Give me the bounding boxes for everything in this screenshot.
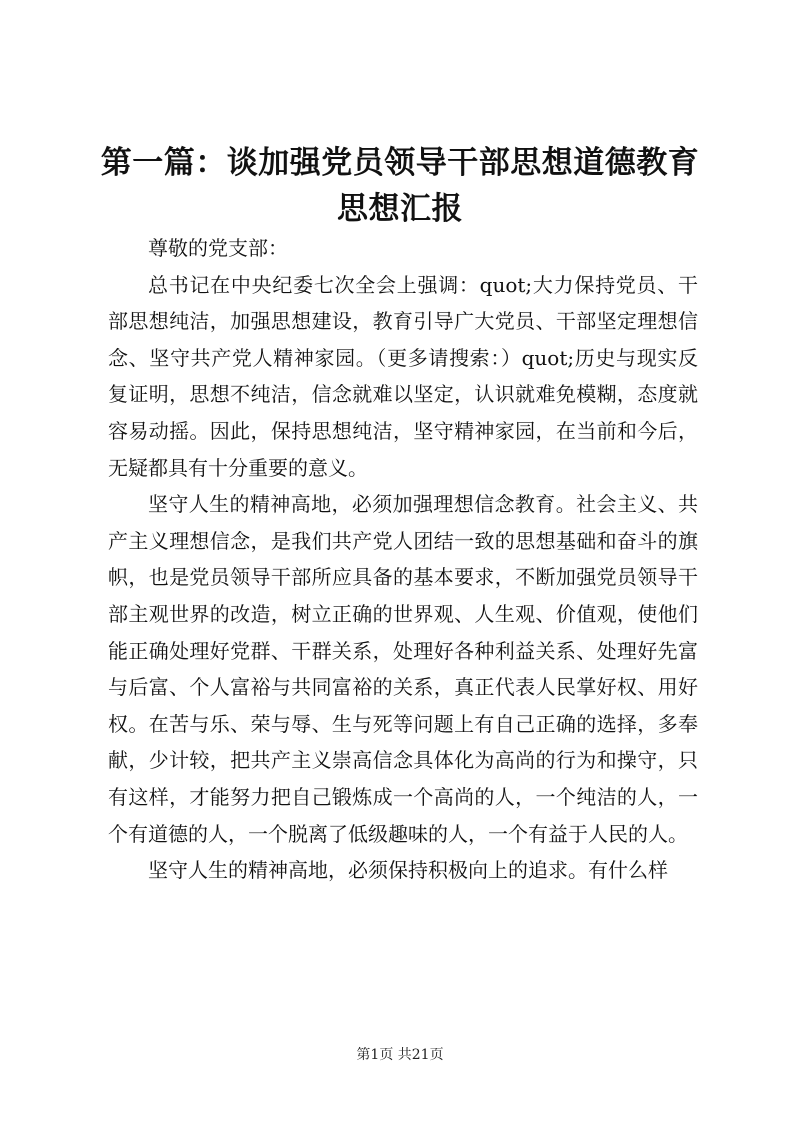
page-number-footer: 第1页 共21页 bbox=[356, 1047, 444, 1063]
document-body bbox=[108, 230, 698, 889]
body-paragraph: 坚守人生的精神高地，必须加强理想信念教育。社会主义、共产主义理想信念，是我们共产党人团结一致的思想基础和奋斗的旗帜，也是党员领导干部所应具备的基本要求，不断加强党员领导干部主观世界的改造，树立正确的世界观、人生观、价值观，使他们能正确处理好党群、干群关系，处理好各种利益关系、处理好先富与后富、个人富裕与共同富裕的关系，真正代表人民掌好权、用好权。在苦与乐、荣与辱、生与死等问题上有自己正确的选择，多奉献，少计较，把共产主义崇高信念具体化为高尚的行为和操守，只有这样，才能努力把自己锻炼成一个高尚的人，一个纯洁的人，一个有道德的人，一个脱离了低级趣味的人，一个有益于人民的人。 bbox=[108, 492, 698, 846]
page-title: 第一篇：谈加强党员领导干部思想道德教育思想汇报 bbox=[100, 145, 700, 227]
body-paragraph: 总书记在中央纪委七次全会上强调：quot;大力保持党员、干部思想纯洁，加强思想建设，教育引导广大党员、干部坚定理想信念、坚守共产党人精神家园。（更多请搜索：）quot;历史与现实反复证明，思想不纯洁，信念就难以坚定，认识就难免模糊，态度就容易动摇。因此，保持思想纯洁，坚守精神家园，在当前和今后，无疑都具有十分重要的意义。 bbox=[108, 272, 698, 480]
body-paragraph: 坚守人生的精神高地，必须保持积极向上的追求。有什么样 bbox=[148, 858, 668, 883]
salutation-paragraph: 尊敬的党支部： bbox=[148, 236, 288, 260]
